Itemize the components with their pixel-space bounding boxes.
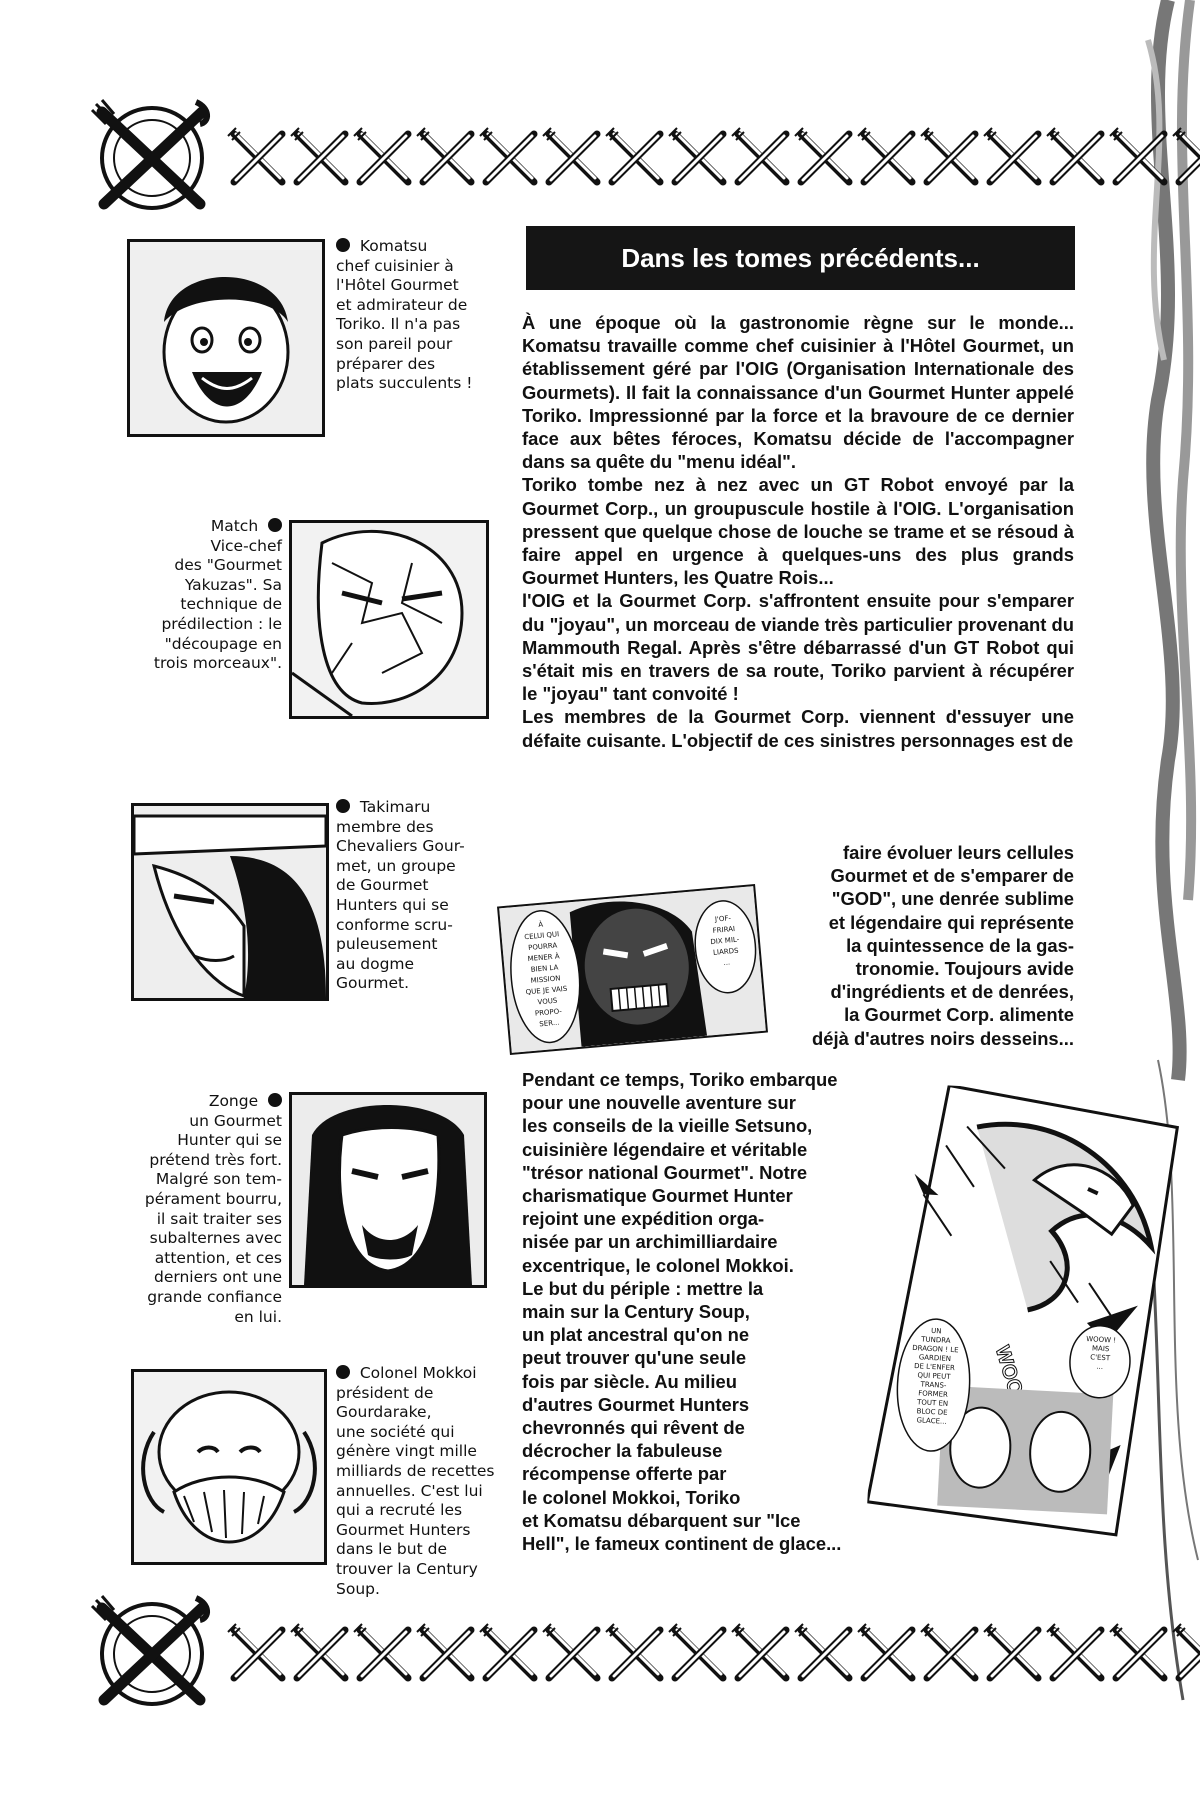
bubble-line: MENER À: [527, 952, 560, 964]
crossed-fork-knife-icon: [606, 1624, 660, 1678]
portrait-colonel-mokkoi: [131, 1369, 327, 1565]
bubble-line: MISSION: [530, 974, 561, 985]
crossed-fork-knife-icon: [1110, 1624, 1164, 1678]
crossed-fork-knife-icon: [291, 1624, 345, 1678]
crossed-fork-knife-icon: [732, 128, 786, 182]
crossed-fork-knife-icon: [1110, 128, 1164, 182]
portrait-zonge: [289, 1092, 487, 1288]
crossed-fork-knife-icon: [228, 128, 282, 182]
crossed-fork-knife-icon: [354, 128, 408, 182]
bubble-line: GARDIEN: [918, 1353, 952, 1363]
bubble-line: TUNDRA: [920, 1335, 951, 1345]
crossed-fork-knife-icon: [858, 128, 912, 182]
bubble-line: DE L'ENFER: [913, 1362, 956, 1373]
crossed-fork-knife-icon: [921, 128, 975, 182]
bubble-line: DIX MIL-: [710, 935, 740, 947]
story-paragraph: À une époque où la gastronomie règne sur le monde... Komatsu travaille comme chef cuisinier à l'Hôtel Gourmet, un établissement géré par l'OIG (Organisation Internationale des Gourmets). Il fait la connaissance d'un Gourmet Hunter appelé Toriko. Impressionné par la force et la bravoure de ce dernier face aux bêtes féroces, Komatsu décide de l'accompagner dans sa quête du "menu idéal".: [522, 312, 1074, 473]
cutlery-border-art: [88, 1590, 1200, 1718]
bullet-icon: [268, 1093, 282, 1107]
bubble-line: GLACE...: [916, 1416, 947, 1426]
caption-zonge: Zonge un Gourmet Hunter qui se prétend très fort. Malgré son tem- pérament bourru, il sait traiter ses subalternes avec attention, et ces derniers ont une grande confiance en lui.: [144, 1092, 282, 1326]
top-cutlery-border: [88, 94, 1200, 222]
story-paragraph: l'OIG et la Gourmet Corp. s'affrontent ensuite pour s'emparer du "joyau", un morceau de viande très particulier provenant du Mammouth Regal. Après s'être débarrassé d'un GT Robot qui s'était mis en travers de sa route, Toriko parvient à récupérer le "joyau" tant convoité !: [522, 590, 1074, 705]
bubble-line: PROPO-: [534, 1007, 563, 1018]
bubble-line: BLOC DE: [916, 1407, 948, 1417]
panel-gourmet-corp-boss: [497, 884, 768, 1055]
portrait-match: [289, 520, 489, 719]
crossed-fork-knife-icon: [1173, 1624, 1200, 1678]
plate-fork-knife-icon: [92, 100, 207, 208]
bullet-icon: [336, 1365, 350, 1379]
crossed-fork-knife-icon: [291, 128, 345, 182]
bubble-line: MAIS: [1091, 1344, 1110, 1354]
crossed-fork-knife-icon: [480, 128, 534, 182]
crossed-cutlery-row: [228, 128, 1200, 182]
bullet-icon: [336, 238, 350, 252]
story-paragraph: Toriko tombe nez à nez avec un GT Robot envoyé par la Gourmet Corp., un groupuscule hostile à l'OIG. L'organisation pressent que quelque chose de louche se trame et se résoud à faire appel en urgence à quelques-uns des plus grands Gourmet Hunters, les Quatre Rois...: [522, 474, 1074, 589]
bubble-line: C'EST: [1089, 1353, 1111, 1363]
bubble-line: LIARDS: [712, 946, 739, 957]
crossed-fork-knife-icon: [858, 1624, 912, 1678]
bubble-line: BIEN LA: [530, 963, 559, 974]
section-title-text: Dans les tomes précédents...: [621, 242, 980, 273]
bubble-line: À: [538, 920, 544, 930]
crossed-fork-knife-icon: [480, 1624, 534, 1678]
caption-komatsu: Komatsu chef cuisinier à l'Hôtel Gourmet et admirateur de Toriko. Il n'a pas son pareil pour préparer des plats succulents !: [336, 237, 473, 393]
bubble-line: J'OF-: [714, 914, 732, 924]
caption-colonel-mokkoi: Colonel Mokkoi président de Gourdarake, une société qui génère vingt mille milliards de recettes annuelles. C'est lui qui a recruté les Gourmet Hunters dans le but de trouver la Century Soup.: [336, 1364, 495, 1598]
section-title: [526, 226, 1075, 290]
plate-fork-knife-icon: [92, 1596, 207, 1704]
bubble-line: TRANS-: [920, 1380, 947, 1390]
crossed-fork-knife-icon: [984, 1624, 1038, 1678]
bubble-line: TOUT EN: [916, 1398, 949, 1408]
crossed-fork-knife-icon: [1047, 1624, 1101, 1678]
crossed-fork-knife-icon: [795, 1624, 849, 1678]
crossed-fork-knife-icon: [669, 128, 723, 182]
bubble-line: VOUS: [537, 996, 558, 1007]
crossed-fork-knife-icon: [543, 1624, 597, 1678]
bubble-line: ...: [723, 958, 731, 968]
crossed-fork-knife-icon: [669, 1624, 723, 1678]
crossed-fork-knife-icon: [354, 1624, 408, 1678]
bubble-line: DRAGON ! LE: [912, 1343, 959, 1355]
panel-tundra-dragon: [863, 1082, 1194, 1597]
bubble-line: CELUI QUI: [523, 930, 560, 942]
caption-match: Match Vice-chef des "Gourmet Yakuzas". Sa technique de prédilection : le "découpage en trois morceaux".: [153, 517, 282, 673]
story-text-block-1: [522, 311, 1074, 752]
bullet-icon: [268, 518, 282, 532]
portrait-takimaru: [131, 803, 329, 1001]
caption-takimaru: Takimaru membre des Chevaliers Gour- met, un groupe de Gourmet Hunters qui se conforme scru- puleusement au dogme Gourmet.: [336, 798, 465, 993]
crossed-fork-knife-icon: [921, 1624, 975, 1678]
crossed-fork-knife-icon: [984, 128, 1038, 182]
cutlery-border-art: [88, 94, 1200, 222]
bubble-line: QUI PEUT: [917, 1371, 951, 1381]
crossed-cutlery-row: [228, 1624, 1200, 1678]
crossed-fork-knife-icon: [1173, 128, 1200, 182]
crossed-fork-knife-icon: [795, 128, 849, 182]
bubble-line: ...: [1096, 1362, 1104, 1371]
bubble-line: UN: [930, 1326, 942, 1336]
bubble-line: FORMER: [917, 1389, 949, 1399]
crossed-fork-knife-icon: [417, 128, 471, 182]
bullet-icon: [336, 799, 350, 813]
story-text-wrap: faire évoluer leurs cellules Gourmet et de s'emparer de "GOD", une denrée sublime et légendaire qui représente la quintessence de la gas- tronomie. Toujours avide d'ingrédients et de denrées, la Gourmet Corp. alimente déjà d'autres noirs desseins...: [812, 842, 1074, 1049]
bubble-line: WOOW !: [1085, 1335, 1117, 1345]
bubble-line: POURRA: [527, 941, 558, 952]
bubble-line: SER...: [538, 1018, 560, 1029]
crossed-fork-knife-icon: [228, 1624, 282, 1678]
crossed-fork-knife-icon: [1047, 128, 1101, 182]
crossed-fork-knife-icon: [606, 128, 660, 182]
bubble-line: QUE JE VAIS: [525, 984, 568, 997]
story-paragraph: Les membres de la Gourmet Corp. viennent d'essuyer une défaite cuisante. L'objectif de ces sinistres personnages est de: [522, 706, 1074, 751]
bottom-cutlery-border: [88, 1590, 1200, 1718]
portrait-komatsu: [127, 239, 325, 437]
crossed-fork-knife-icon: [732, 1624, 786, 1678]
crossed-fork-knife-icon: [543, 128, 597, 182]
story-text-block-2: Pendant ce temps, Toriko embarque pour une nouvelle aventure sur les conseils de la vieille Setsuno, cuisinière légendaire et véritable "trésor national Gourmet". Notre charismatique Gourmet Hunter rejoint une expédition orga- nisée par un archimilliardaire excentrique, le colonel Mokkoi. Le but du périple : mettre la main sur la Century Soup, un plat ancestral qu'on ne peut trouver qu'une seule fois par siècle. Au milieu d'autres Gourmet Hunters chevronnés qui rêvent de décrocher la fabuleuse récompense offerte par le colonel Mokkoi, Toriko et Komatsu débarquent sur "Ice Hell", le fameux continent de glace...: [522, 1069, 842, 1555]
crossed-fork-knife-icon: [417, 1624, 471, 1678]
bubble-line: FRIRAI: [712, 924, 736, 935]
